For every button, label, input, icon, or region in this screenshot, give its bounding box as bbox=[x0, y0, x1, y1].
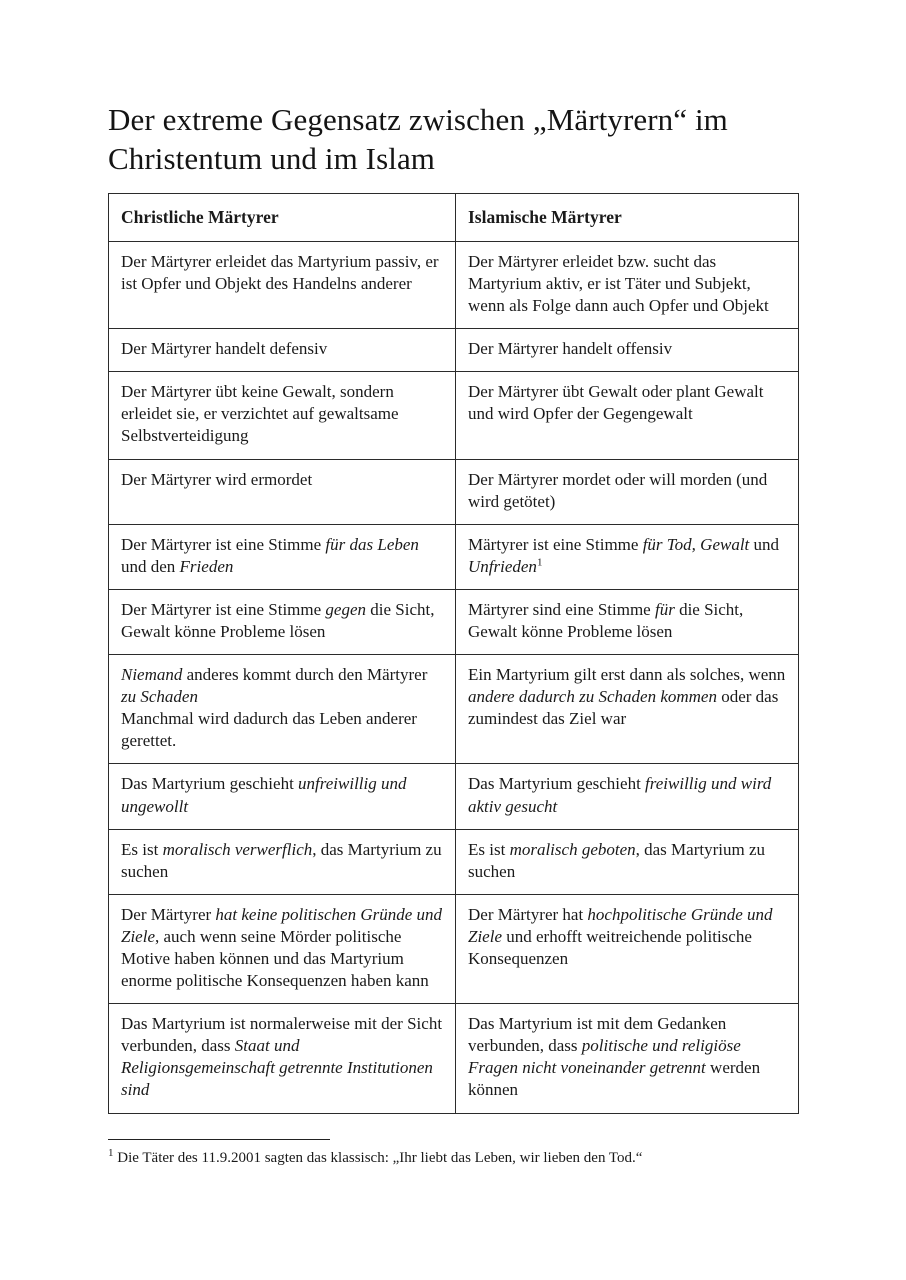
table-cell-left: Der Märtyrer wird ermordet bbox=[109, 459, 456, 524]
table-cell-left: Der Märtyrer übt keine Gewalt, sondern erleidet sie, er verzichtet auf gewaltsame Selbstverteidigung bbox=[109, 372, 456, 459]
table-row bbox=[109, 459, 799, 524]
table-cell-left: Der Märtyrer ist eine Stimme für das Leben und den Frieden bbox=[109, 524, 456, 589]
table-cell-left: Der Märtyrer hat keine politischen Gründe und Ziele, auch wenn seine Mörder politische Motive haben können und das Martyrium enorme politische Konsequenzen haben kann bbox=[109, 894, 456, 1003]
table-cell-left: Der Märtyrer ist eine Stimme gegen die Sicht, Gewalt könne Probleme lösen bbox=[109, 589, 456, 654]
footnote-marker: 1 bbox=[108, 1146, 114, 1159]
footnote bbox=[108, 1148, 798, 1168]
table-row bbox=[109, 829, 799, 894]
table-row bbox=[109, 329, 799, 372]
table-cell-right: Das Martyrium geschieht freiwillig und wird aktiv gesucht bbox=[456, 764, 799, 829]
column-header-islamic: Islamische Märtyrer bbox=[456, 194, 799, 242]
table-cell-left: Der Märtyrer erleidet das Martyrium passiv, er ist Opfer und Objekt des Handelns anderer bbox=[109, 241, 456, 328]
table-row bbox=[109, 764, 799, 829]
footnote-text: Die Täter des 11.9.2001 sagten das klassisch: „Ihr liebt das Leben, wir lieben den Tod.“ bbox=[113, 1149, 643, 1166]
comparison-table-body bbox=[109, 241, 799, 1113]
column-header-christian: Christliche Märtyrer bbox=[109, 194, 456, 242]
table-row bbox=[109, 524, 799, 589]
table-cell-left: Der Märtyrer handelt defensiv bbox=[109, 329, 456, 372]
table-cell-right: Der Märtyrer hat hochpolitische Gründe und Ziele und erhofft weitreichende politische Konsequenzen bbox=[456, 894, 799, 1003]
table-row bbox=[109, 589, 799, 654]
table-cell-right: Märtyrer ist eine Stimme für Tod, Gewalt und Unfrieden$^1$ bbox=[456, 524, 799, 589]
table-cell-right: Märtyrer sind eine Stimme für die Sicht, Gewalt könne Probleme lösen bbox=[456, 589, 799, 654]
table-cell-left: Niemand anderes kommt durch den Märtyrer zu Schaden Manchmal wird dadurch das Leben anderer gerettet. bbox=[109, 655, 456, 764]
comparison-table bbox=[108, 193, 799, 1113]
table-row bbox=[109, 372, 799, 459]
table-row bbox=[109, 655, 799, 764]
table-cell-right: Der Märtyrer übt Gewalt oder plant Gewalt und wird Opfer der Gegengewalt bbox=[456, 372, 799, 459]
table-cell-left: Das Martyrium ist normalerweise mit der Sicht verbunden, dass Staat und Religionsgemeinschaft getrennte Institutionen sind bbox=[109, 1004, 456, 1113]
table-cell-right: Der Märtyrer erleidet bzw. sucht das Martyrium aktiv, er ist Täter und Subjekt, wenn als Folge dann auch Opfer und Objekt bbox=[456, 241, 799, 328]
table-cell-left: Das Martyrium geschieht unfreiwillig und ungewollt bbox=[109, 764, 456, 829]
page-title: Der extreme Gegensatz zwischen „Märtyrern“ im Christentum und im Islam bbox=[108, 102, 728, 177]
table-cell-right: Der Märtyrer mordet oder will morden (und wird getötet) bbox=[456, 459, 799, 524]
table-cell-right: Der Märtyrer handelt offensiv bbox=[456, 329, 799, 372]
table-cell-right: Es ist moralisch geboten, das Martyrium zu suchen bbox=[456, 829, 799, 894]
table-header-row bbox=[109, 194, 799, 242]
table-cell-right: Das Martyrium ist mit dem Gedanken verbunden, dass politische und religiöse Fragen nicht voneinander getrennt werden können bbox=[456, 1004, 799, 1113]
table-cell-right: Ein Martyrium gilt erst dann als solches, wenn andere dadurch zu Schaden kommen oder das zumindest das Ziel war bbox=[456, 655, 799, 764]
table-row bbox=[109, 241, 799, 328]
table-row bbox=[109, 894, 799, 1003]
footnote-separator bbox=[108, 1139, 330, 1140]
table-row bbox=[109, 1004, 799, 1113]
page-content bbox=[108, 0, 798, 1183]
table-cell-left: Es ist moralisch verwerflich, das Martyrium zu suchen bbox=[109, 829, 456, 894]
